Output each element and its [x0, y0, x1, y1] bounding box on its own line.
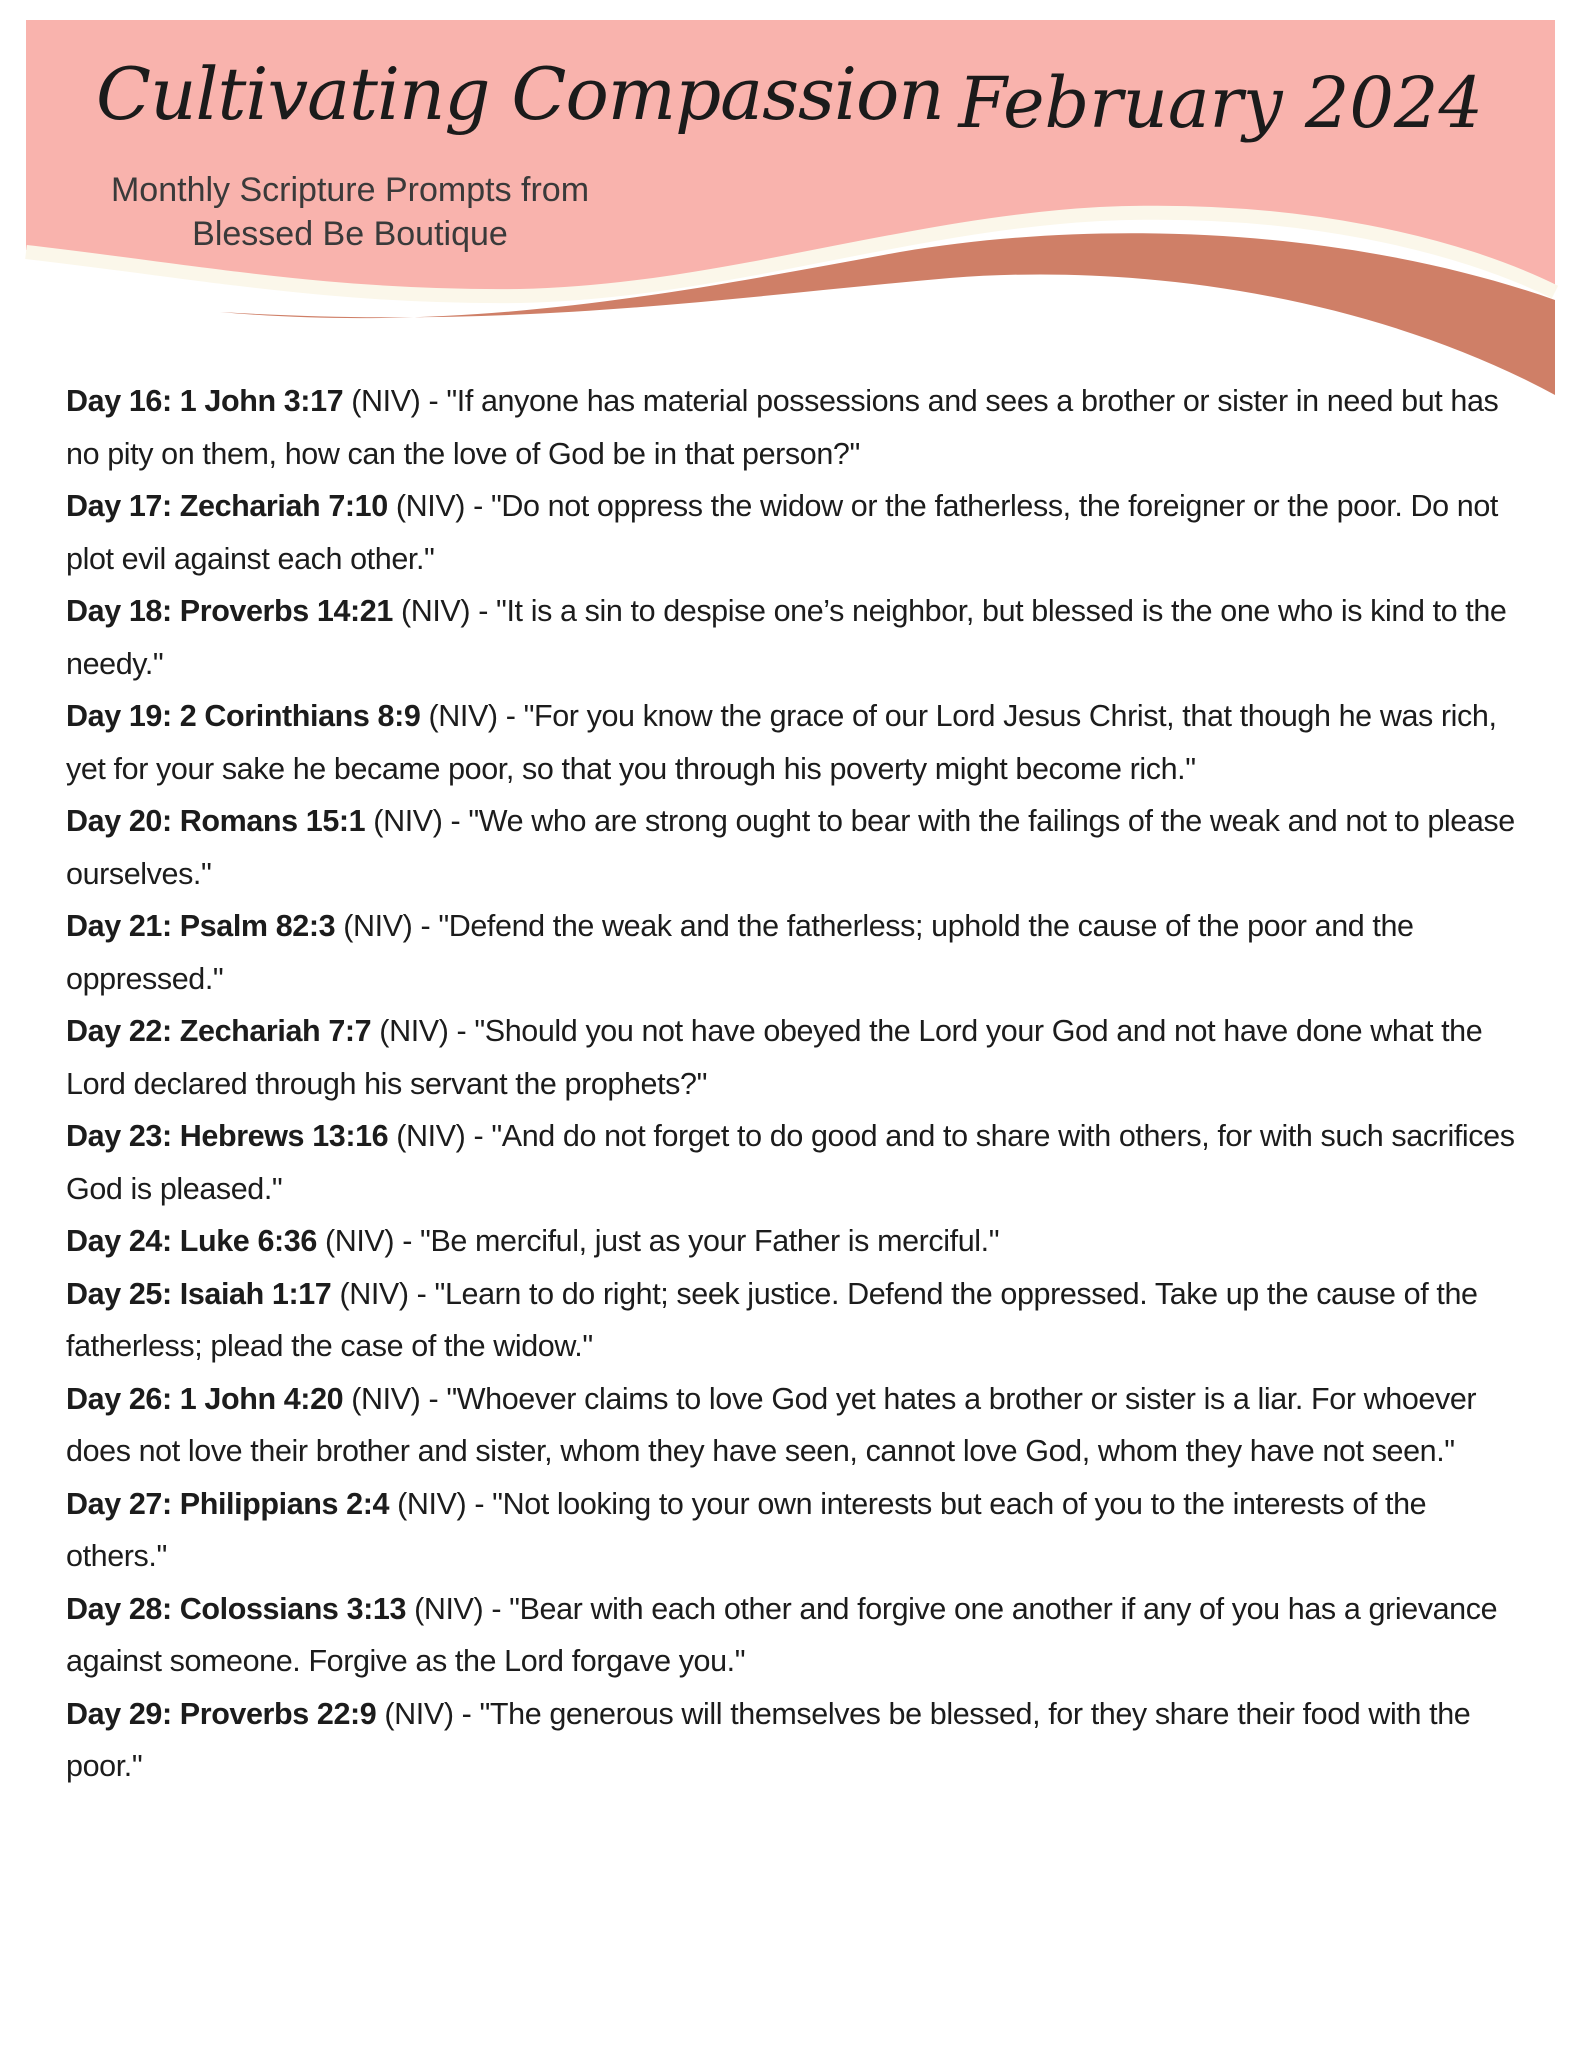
entry-text: "For you know the grace of our Lord Jesus Christ, that though he was rich, yet for your sake he became poor, so that you through his poverty might become rich." — [66, 699, 1497, 786]
entry-reference: Day 29: Proverbs 22:9 — [66, 1696, 377, 1731]
entry-reference: Day 21: Psalm 82:3 — [66, 909, 336, 943]
page-title: Cultivating Compassion — [96, 52, 944, 136]
scripture-entry — [66, 1478, 1526, 1583]
entry-reference: Day 25: Isaiah 1:17 — [66, 1276, 332, 1311]
scripture-entry — [66, 900, 1526, 1005]
entry-reference: Day 20: Romans 15:1 — [66, 804, 366, 838]
entry-text: "Defend the weak and the fatherless; uphold the cause of the poor and the oppressed." — [66, 909, 1414, 996]
entry-version: (NIV) - — [316, 1224, 421, 1258]
entry-reference: Day 26: 1 John 4:20 — [66, 1381, 344, 1416]
entry-version: (NIV) - — [331, 1276, 435, 1311]
entry-text: "Do not oppress the widow or the fatherless, the foreigner or the poor. Do not plot evil against each other." — [66, 489, 1498, 576]
scripture-entry — [66, 795, 1526, 900]
entry-version: (NIV) - — [371, 1014, 475, 1048]
scripture-entry — [66, 1268, 1526, 1373]
entry-reference: Day 17: Zechariah 7:10 — [66, 489, 388, 523]
entry-reference: Day 22: Zechariah 7:7 — [66, 1014, 372, 1048]
scripture-list — [66, 375, 1526, 1793]
page-subtitle: Monthly Scripture Prompts from Blessed Be Boutique — [110, 171, 590, 253]
entry-version: (NIV) - — [387, 489, 491, 523]
scripture-entry — [66, 585, 1526, 690]
entry-version: (NIV) - — [388, 1119, 492, 1153]
entry-version: (NIV) - — [420, 699, 524, 733]
entry-version: (NIV) - — [389, 1486, 493, 1521]
month-label: February 2024 — [958, 62, 1483, 144]
entry-version: (NIV) - — [343, 384, 447, 418]
scripture-entry — [66, 1583, 1526, 1688]
entry-text: "Bear with each other and forgive one another if any of you has a grievance against someone. Forgive as the Lord forgave you." — [66, 1591, 1498, 1678]
entry-text: "Should you not have obeyed the Lord your God and not have done what the Lord declared through his servant the prophets?" — [66, 1014, 1483, 1101]
entry-version: (NIV) - — [335, 909, 439, 943]
scripture-entry — [66, 1688, 1526, 1793]
entry-text: "Whoever claims to love God yet hates a brother or sister is a liar. For whoever does not love their brother and sister, whom they have seen, cannot love God, whom they have not seen." — [66, 1381, 1477, 1468]
scripture-entry — [66, 1215, 1526, 1268]
scripture-entry — [66, 1005, 1526, 1110]
entry-reference: Day 24: Luke 6:36 — [66, 1224, 317, 1258]
entry-text: "Be merciful, just as your Father is merciful." — [420, 1224, 1000, 1258]
entry-version: (NIV) - — [392, 594, 497, 628]
entry-reference: Day 16: 1 John 3:17 — [66, 384, 344, 418]
header-banner — [0, 0, 1583, 410]
scripture-entry — [66, 1110, 1526, 1215]
entry-version: (NIV) - — [365, 804, 469, 838]
entry-version: (NIV) - — [376, 1696, 480, 1731]
entry-version: (NIV) - — [406, 1591, 510, 1626]
entry-reference: Day 18: Proverbs 14:21 — [66, 594, 393, 628]
scripture-entry — [66, 480, 1526, 585]
entry-reference: Day 19: 2 Corinthians 8:9 — [66, 699, 421, 733]
entry-reference: Day 23: Hebrews 13:16 — [66, 1119, 389, 1153]
entry-text: "Learn to do right; seek justice. Defend the oppressed. Take up the cause of the fatherless; plead the case of the widow." — [66, 1276, 1478, 1363]
entry-reference: Day 27: Philippians 2:4 — [66, 1486, 390, 1521]
entry-text: "Not looking to your own interests but each of you to the interests of the others." — [66, 1486, 1427, 1573]
entry-text: "If anyone has material possessions and sees a brother or sister in need but has no pity on them, how can the love of God be in that person?" — [66, 384, 1499, 471]
entry-text: "The generous will themselves be blessed, for they share their food with the poor." — [66, 1696, 1471, 1783]
entry-reference: Day 28: Colossians 3:13 — [66, 1591, 407, 1626]
scripture-entry — [66, 1373, 1526, 1478]
entry-version: (NIV) - — [343, 1381, 447, 1416]
entry-text: "We who are strong ought to bear with the failings of the weak and not to please ourselves." — [66, 804, 1515, 891]
scripture-entry — [66, 375, 1526, 480]
scripture-entry — [66, 690, 1526, 795]
entry-text: "And do not forget to do good and to share with others, for with such sacrifices God is pleased." — [66, 1119, 1515, 1206]
entry-text: "It is a sin to despise one’s neighbor, but blessed is the one who is kind to the needy." — [66, 594, 1507, 681]
